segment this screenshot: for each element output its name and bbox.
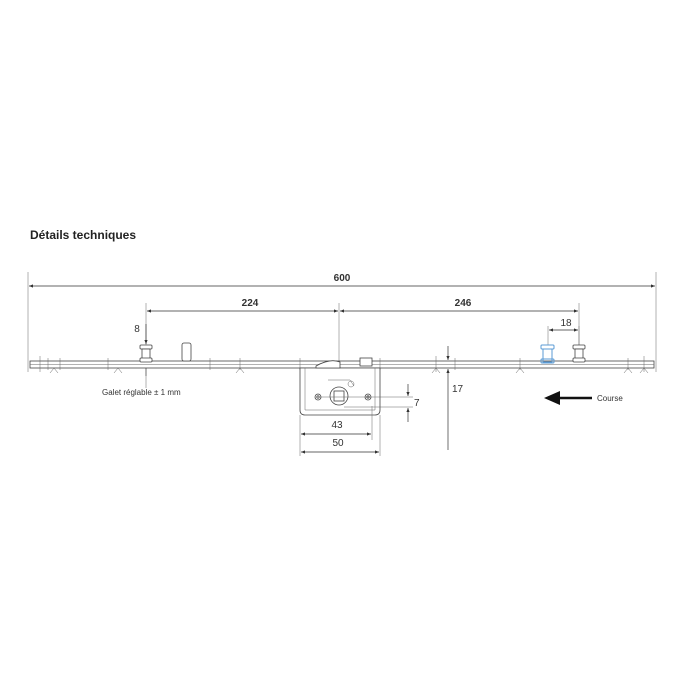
dimension-18-label: 18: [560, 318, 572, 329]
dimension-7-label: 7: [414, 398, 420, 409]
travel-label: Course: [597, 394, 623, 403]
adjusted-roller-highlight: [541, 345, 554, 363]
section-title: Détails techniques: [30, 228, 137, 242]
dimension-246-label: 246: [454, 298, 472, 309]
left-pin: [182, 343, 191, 361]
dimension-8-label: 8: [134, 324, 140, 335]
travel-indicator: [544, 391, 623, 405]
dimension-17-label: 17: [452, 384, 464, 395]
adjustable-roller-label: Galet réglable ± 1 mm: [102, 388, 181, 397]
dimension-50-label: 50: [332, 438, 344, 449]
dimension-246: [340, 298, 579, 350]
dimension-18: [548, 318, 579, 345]
adjustable-roller-callout: [102, 376, 181, 397]
arrow-left-icon: [544, 391, 592, 405]
dimension-43-label: 43: [331, 420, 343, 431]
dimension-overall-label: 600: [333, 273, 351, 284]
dimension-224-label: 224: [241, 298, 259, 309]
left-roller: [140, 345, 152, 362]
right-roller: [573, 345, 585, 362]
